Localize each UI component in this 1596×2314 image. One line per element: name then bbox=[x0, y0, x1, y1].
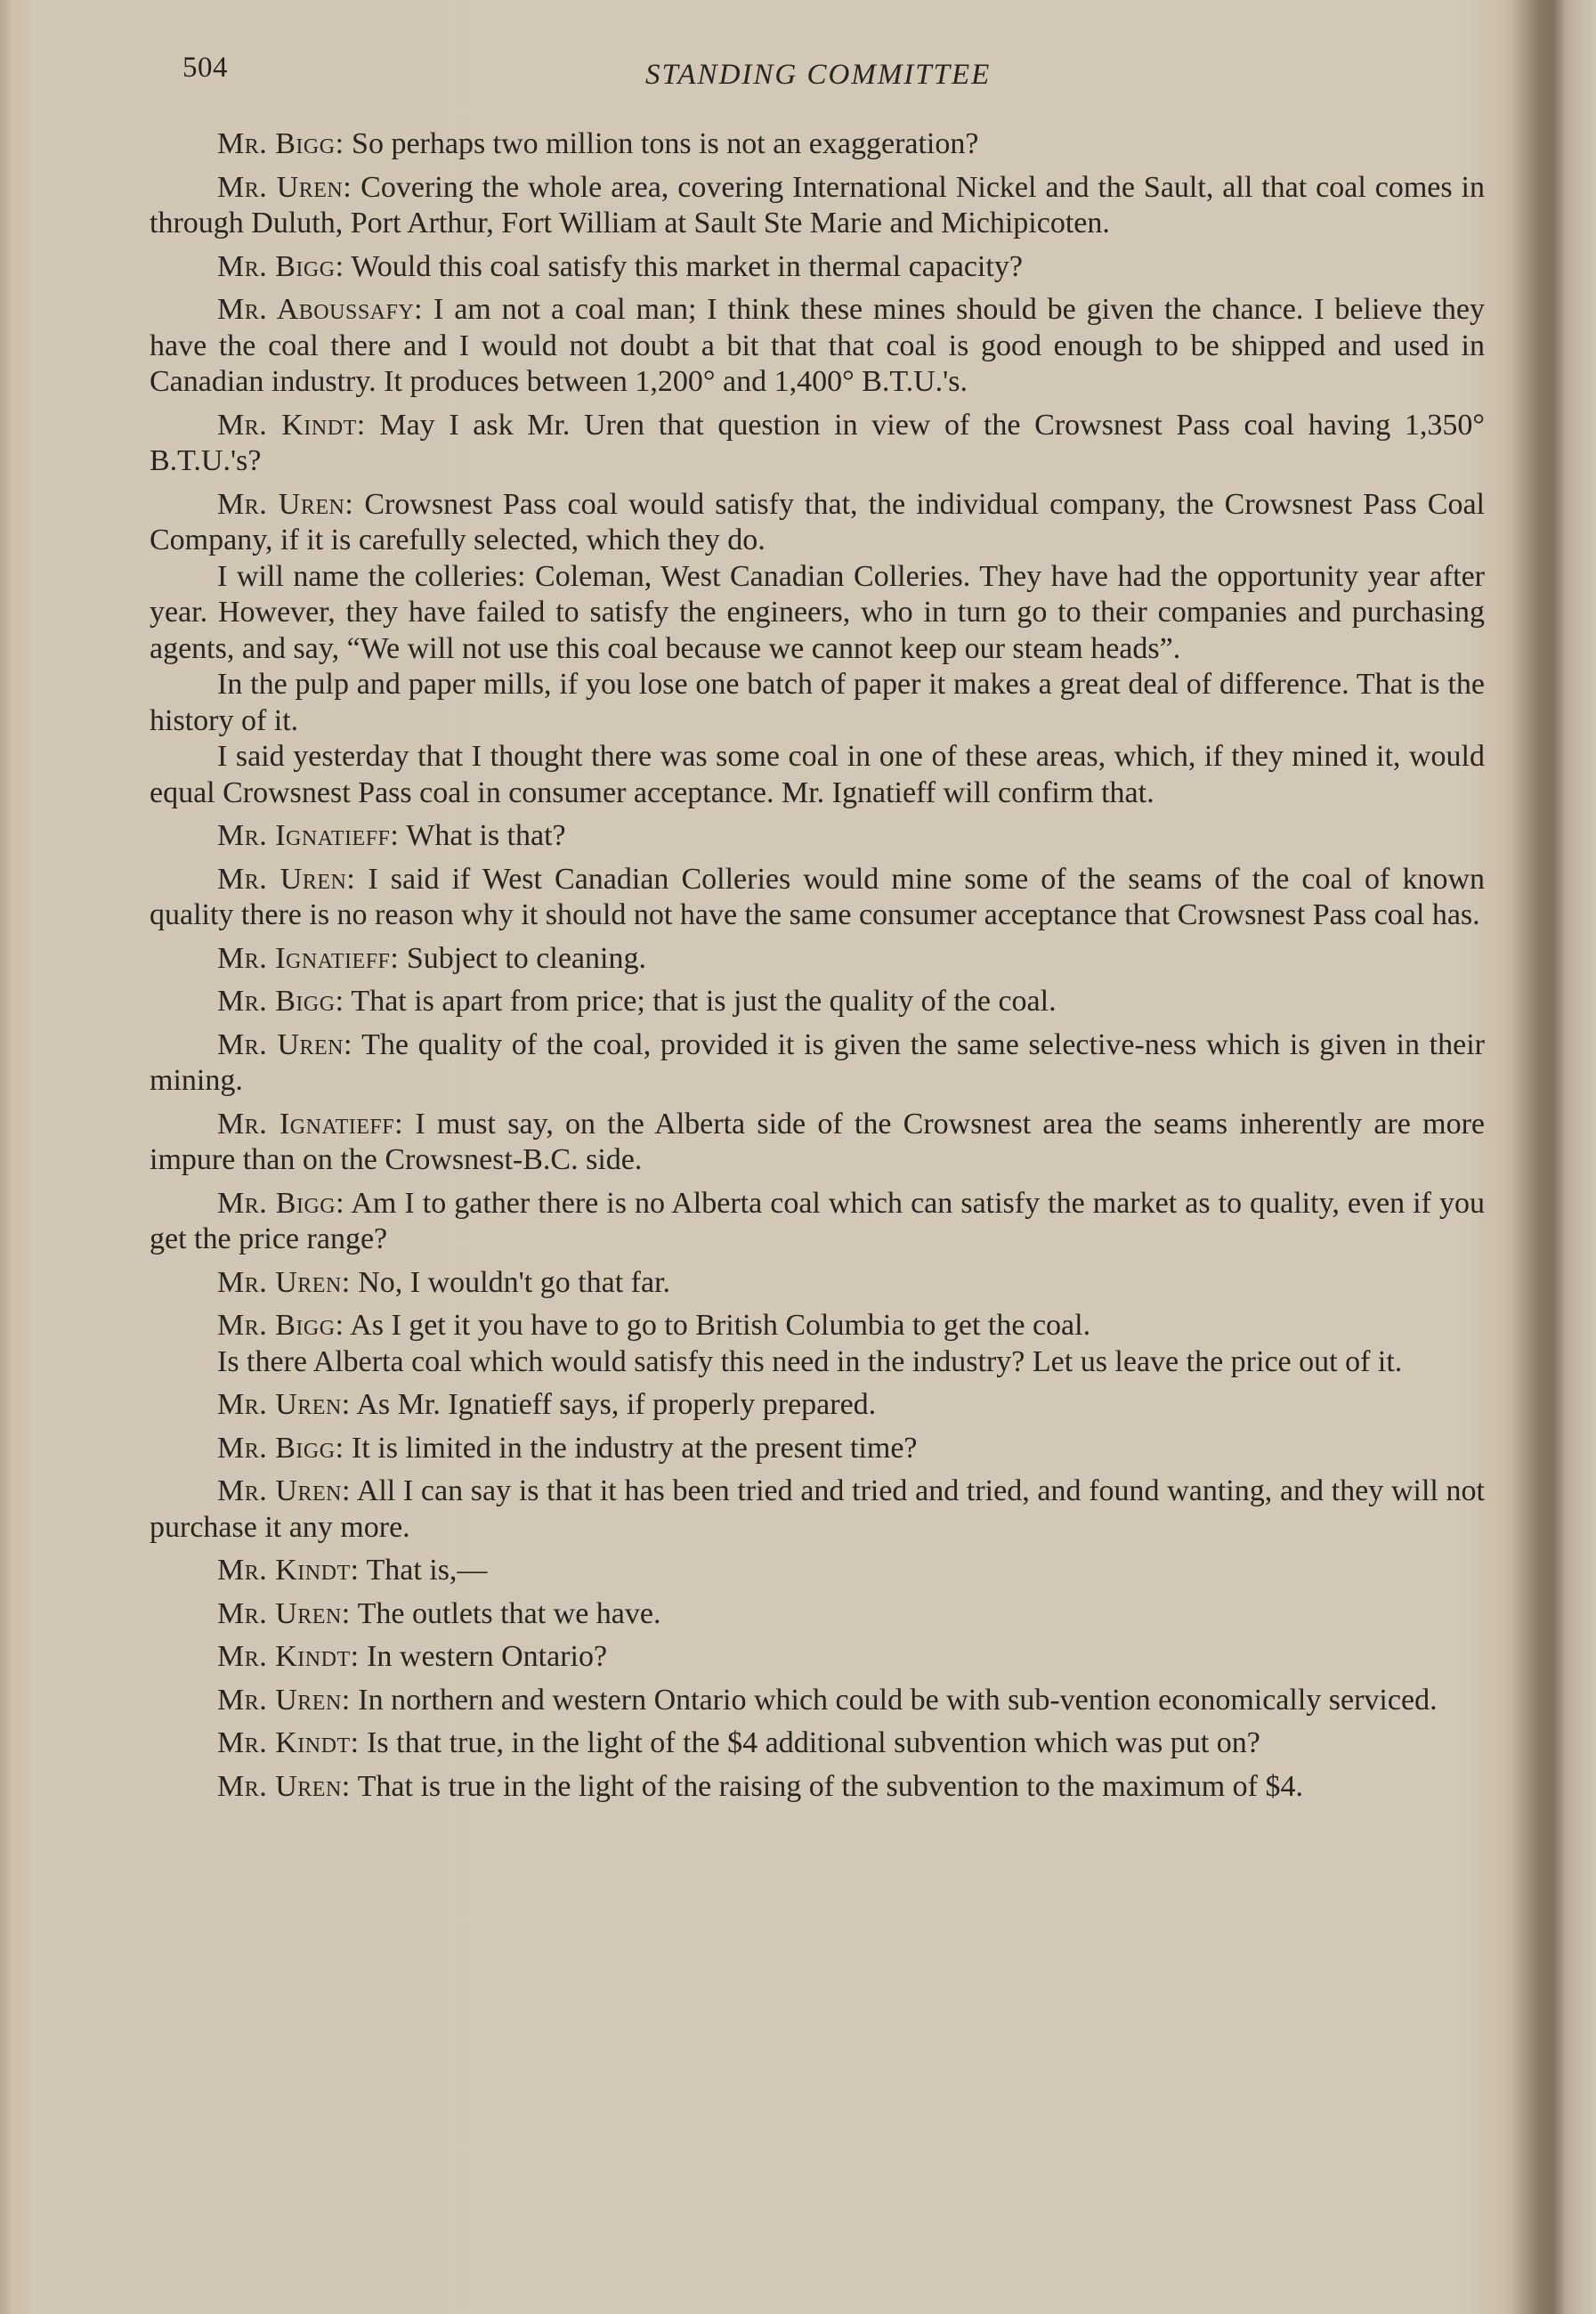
speaker-name: Mr. Bigg: bbox=[217, 1186, 345, 1220]
speaker-name: Mr. Uren: bbox=[217, 1474, 351, 1507]
page-header bbox=[182, 52, 1491, 105]
paragraph-text: That is true in the light of the raising of the subvention to the maximum of $4. bbox=[357, 1769, 1303, 1803]
paragraph-text: Subject to cleaning. bbox=[406, 941, 646, 975]
paragraph bbox=[150, 1431, 1485, 1467]
paragraph-text: As Mr. Ignatieff says, if properly prepared. bbox=[356, 1388, 877, 1421]
paragraph-text: I will name the colleries: Coleman, West Canadian Colleries. They have had the opportunity year after year. However, they have failed to satisfy the engineers, who in turn go to their companies and purchasing agents, and say, “We will not use this coal because we cannot keep our steam heads”. bbox=[150, 559, 1485, 665]
speaker-name: Mr. Uren: bbox=[217, 862, 356, 896]
running-head: STANDING COMMITTEE bbox=[645, 59, 992, 91]
speaker-name: Mr. Uren: bbox=[217, 1027, 352, 1061]
speaker-name: Mr. Uren: bbox=[217, 1596, 351, 1630]
transcript-body bbox=[150, 126, 1485, 1812]
paragraph-text: It is limited in the industry at the present time? bbox=[352, 1431, 918, 1465]
paragraph bbox=[150, 1344, 1485, 1381]
paragraph-text: I am not a coal man; I think these mines should be given the chance. I believe they have the coal there and I would not doubt a bit that that coal is good enough to be shipped and used in Canadian industry. It produces between 1,200° and 1,400° B.T.U.'s. bbox=[150, 293, 1486, 398]
speaker-name: Mr. Aboussafy: bbox=[217, 293, 424, 326]
paragraph bbox=[150, 126, 1485, 163]
speaker-name: Mr. Ignatieff: bbox=[217, 941, 400, 975]
paragraph bbox=[150, 487, 1485, 559]
paragraph-text: The outlets that we have. bbox=[357, 1596, 661, 1630]
speaker-name: Mr. Bigg: bbox=[217, 127, 344, 160]
speaker-name: Mr. Uren: bbox=[217, 170, 352, 204]
paragraph-text: In western Ontario? bbox=[367, 1640, 608, 1673]
speaker-name: Mr. Uren: bbox=[217, 487, 354, 521]
paragraph bbox=[150, 249, 1485, 286]
paragraph-text: No, I wouldn't go that far. bbox=[358, 1265, 671, 1299]
speaker-name: Mr. Bigg: bbox=[217, 1309, 344, 1342]
paragraph-text: So perhaps two million tons is not an exaggeration? bbox=[352, 127, 979, 160]
paragraph bbox=[150, 1186, 1485, 1258]
paragraph bbox=[150, 984, 1485, 1020]
paragraph bbox=[150, 818, 1485, 855]
speaker-name: Mr. Kindt: bbox=[217, 1640, 360, 1673]
paragraph bbox=[150, 1683, 1485, 1719]
speaker-name: Mr. Kindt: bbox=[217, 1554, 360, 1587]
paragraph bbox=[150, 739, 1485, 811]
paragraph bbox=[150, 1474, 1485, 1546]
paragraph-text: In northern and western Ontario which could be with sub-vention economically serviced. bbox=[358, 1683, 1438, 1717]
paragraph bbox=[150, 1769, 1485, 1806]
paragraph-text: Crowsnest Pass coal would satisfy that, the individual company, the Crowsnest Pass Coal Company, if it is carefully selected, which they do. bbox=[150, 487, 1486, 556]
paragraph bbox=[150, 292, 1485, 401]
paragraph-text: Is that true, in the light of the $4 additional subvention which was put on? bbox=[367, 1726, 1260, 1759]
paragraph-text: Am I to gather there is no Alberta coal which can satisfy the market as to quality, even if you get the price range? bbox=[150, 1186, 1486, 1255]
paragraph-text: Would this coal satisfy this market in thermal capacity? bbox=[351, 249, 1023, 283]
paragraph-text: That is,— bbox=[366, 1554, 488, 1587]
speaker-name: Mr. Bigg: bbox=[217, 985, 344, 1018]
paragraph bbox=[150, 1596, 1485, 1633]
paragraph bbox=[150, 1308, 1485, 1344]
paragraph-text: I must say, on the Alberta side of the Crowsnest area the seams inherently are more impure than on the Crowsnest-B.C. side. bbox=[150, 1107, 1485, 1176]
paragraph-text: Is there Alberta coal which would satisfy this need in the industry? Let us leave the price out of it. bbox=[217, 1344, 1403, 1378]
paragraph-text: I said yesterday that I thought there was some coal in one of these areas, which, if they mined it, would equal Crowsnest Pass coal in consumer acceptance. Mr. Ignatieff will confirm that. bbox=[150, 740, 1485, 809]
speaker-name: Mr. Bigg: bbox=[217, 249, 344, 283]
paragraph bbox=[150, 1107, 1485, 1179]
paragraph bbox=[150, 559, 1485, 668]
paragraph bbox=[150, 1553, 1485, 1589]
speaker-name: Mr. Kindt: bbox=[217, 1726, 360, 1759]
gutter-shadow bbox=[1513, 0, 1567, 2314]
paragraph-text: In the pulp and paper mills, if you lose one batch of paper it makes a great deal of difference. That is the history of it. bbox=[150, 668, 1485, 737]
speaker-name: Mr. Kindt: bbox=[217, 408, 366, 442]
speaker-name: Mr. Bigg: bbox=[217, 1431, 344, 1465]
speaker-name: Mr. Uren: bbox=[217, 1265, 351, 1299]
paragraph-text: That is apart from price; that is just the quality of the coal. bbox=[351, 985, 1057, 1018]
speaker-name: Mr. Uren: bbox=[217, 1683, 351, 1717]
paragraph bbox=[150, 408, 1485, 480]
paragraph-text: As I get it you have to go to British Columbia to get the coal. bbox=[350, 1309, 1091, 1342]
paragraph-text: May I ask Mr. Uren that question in view of the Crowsnest Pass coal having 1,350° B.T.U.'s? bbox=[150, 408, 1486, 477]
paragraph-text: What is that? bbox=[406, 819, 566, 852]
paragraph bbox=[150, 941, 1485, 978]
speaker-name: Mr. Ignatieff: bbox=[217, 819, 400, 852]
paragraph bbox=[150, 862, 1485, 934]
paragraph bbox=[150, 1265, 1485, 1302]
paragraph-text: Covering the whole area, covering International Nickel and the Sault, all that coal comes in through Duluth, Port Arthur, Fort William at Sault Ste Marie and Michipicoten. bbox=[150, 170, 1486, 240]
speaker-name: Mr. Ignatieff: bbox=[217, 1107, 404, 1141]
page-number: 504 bbox=[182, 52, 228, 84]
paragraph bbox=[150, 170, 1485, 242]
paragraph bbox=[150, 1387, 1485, 1424]
paragraph bbox=[150, 1725, 1485, 1762]
paragraph-text: All I can say is that it has been tried and tried and tried, and found wanting, and they will not purchase it any more. bbox=[150, 1474, 1485, 1544]
paragraph bbox=[150, 1027, 1485, 1100]
speaker-name: Mr. Uren: bbox=[217, 1769, 351, 1803]
paragraph-text: The quality of the coal, provided it is given the same selective-ness which is given in their mining. bbox=[150, 1027, 1485, 1097]
paragraph bbox=[150, 667, 1485, 739]
paragraph bbox=[150, 1639, 1485, 1676]
speaker-name: Mr. Uren: bbox=[217, 1388, 351, 1421]
paragraph-text: I said if West Canadian Colleries would mine some of the seams of the coal of known quality there is no reason why it should not have the same consumer acceptance that Crowsnest Pass coal has. bbox=[150, 862, 1486, 931]
